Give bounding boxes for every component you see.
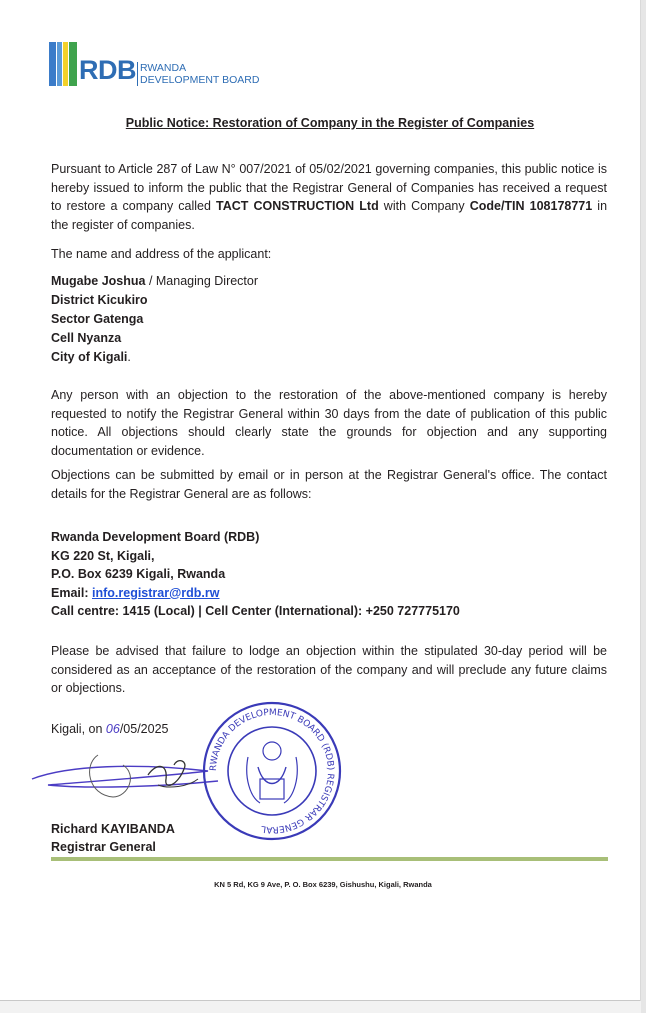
logo-subtitle: RWANDA DEVELOPMENT BOARD xyxy=(140,62,260,86)
company-name: TACT CONSTRUCTION Ltd xyxy=(216,199,379,213)
handwritten-day: 06 xyxy=(105,722,120,736)
contact-phone: Call centre: 1415 (Local) | Cell Center (International): +250 727775170 xyxy=(51,604,460,618)
logo-flag-bars xyxy=(49,42,77,86)
contact-block: Rwanda Development Board (RDB) KG 220 St, Kigali, P.O. Box 6239 Kigali, Rwanda Email: info.registrar@rdb.rw Call centre: 1415 (Local) | Cell Center (International): +250 727775170 xyxy=(51,528,607,621)
contact-org: Rwanda Development Board (RDB) xyxy=(51,530,260,544)
notice-title: Public Notice: Restoration of Company in the Register of Companies xyxy=(125,116,535,130)
applicant-cell: Cell Nyanza xyxy=(51,331,122,345)
official-stamp xyxy=(198,697,346,845)
applicant-intro: The name and address of the applicant: xyxy=(51,247,272,261)
signer-name: Richard KAYIBANDA xyxy=(51,822,175,836)
signer-block xyxy=(51,820,175,856)
objection-paragraph: Any person with an objection to the restoration of the above-mentioned company is hereby requested to notify the Registrar General within 30 days from the date of publication of this public notice. All objections should clearly state the grounds for objection and any supporting documentation or evidence. xyxy=(51,388,607,458)
intro-paragraph: Pursuant to Article 287 of Law N° 007/2021 of 05/02/2021 governing companies, this public notice is hereby issued to inform the public that the Registrar General of Companies has received a request to restore a company called TACT CONSTRUCTION Ltd with Company Code/TIN 108178771 in the register of companies. xyxy=(51,162,608,232)
footer-divider xyxy=(51,857,608,861)
page-bottom-edge xyxy=(0,1000,640,1001)
applicant-district: District Kicukiro xyxy=(51,293,148,307)
footer-address: KN 5 Rd, KG 9 Ave, P. O. Box 6239, Gishushu, Kigali, Rwanda xyxy=(214,880,432,889)
contact-pobox: P.O. Box 6239 Kigali, Rwanda xyxy=(51,567,226,581)
applicant-name: Mugabe Joshua xyxy=(51,274,146,288)
applicant-city: City of Kigali xyxy=(51,350,128,364)
logo-mark: RDB xyxy=(79,55,136,85)
viewer-edge xyxy=(641,0,646,1013)
applicant-block: Mugabe Joshua / Managing Director District Kicukiro Sector Gatenga Cell Nyanza City of Kigali. xyxy=(51,272,607,367)
submission-paragraph: Objections can be submitted by email or in person at the Registrar General's office. The contact details for the Registrar General are as follows: xyxy=(51,468,607,501)
stamp-ring-text: RWANDA DEVELOPMENT BOARD (RDB) REGISTRAR GENERAL xyxy=(208,707,336,835)
company-code: Code/TIN 108178771 xyxy=(469,199,593,213)
signer-title: Registrar General xyxy=(51,840,156,854)
contact-street: KG 220 St, Kigali, xyxy=(51,548,155,563)
email-link[interactable]: info.registrar@rdb.rw xyxy=(92,585,220,600)
applicant-sector: Sector Gatenga xyxy=(51,312,144,326)
warning-paragraph: Please be advised that failure to lodge an objection within the stipulated 30-day period will be considered as an acceptance of the restoration of the company and will preclude any future claims or objections. xyxy=(51,644,607,695)
date-line: Kigali, on 06/05/2025 xyxy=(51,722,169,736)
